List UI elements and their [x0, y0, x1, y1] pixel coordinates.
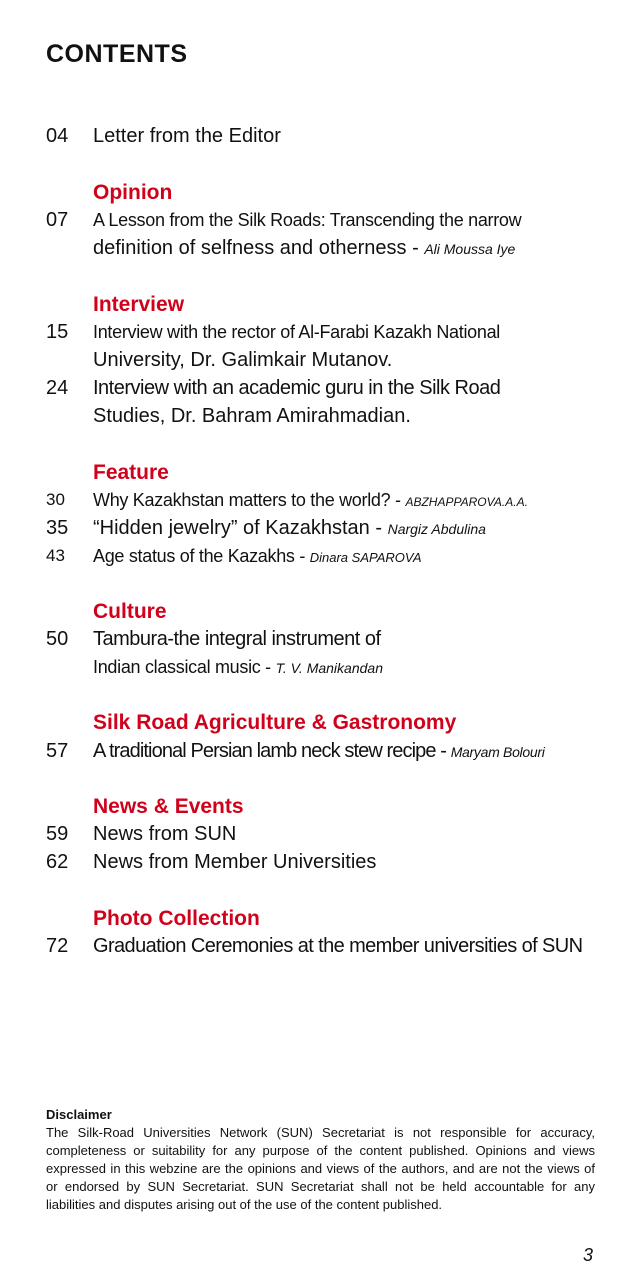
section-heading-interview: Interview — [93, 293, 185, 316]
toc-entry-title-line1: Interview with the rector of Al-Farabi Kazakh National — [93, 322, 500, 342]
page-number: 3 — [583, 1245, 594, 1265]
toc-page-number: 30 — [46, 490, 65, 509]
toc-page-number: 62 — [46, 851, 69, 873]
toc-page-number: 07 — [46, 209, 69, 231]
toc-page-number: 50 — [46, 628, 69, 650]
toc-entry-title-line2: Studies, Dr. Bahram Amirahmadian. — [93, 405, 411, 427]
toc-page-number: 35 — [46, 517, 69, 539]
toc-entry-author: T. V. Manikandan — [275, 660, 383, 676]
page-title: CONTENTS — [46, 40, 188, 68]
toc-entry-title: Letter from the Editor — [93, 125, 281, 147]
toc-entry-title-text: Why Kazakhstan matters to the world? - — [93, 490, 406, 510]
toc-entry-author: ABZHAPPAROVA.A.A. — [405, 495, 528, 509]
section-heading-opinion: Opinion — [93, 181, 173, 204]
toc-entry-author: Nargiz Abdulina — [387, 521, 486, 537]
toc-entry-author: Ali Moussa Iye — [424, 241, 516, 257]
toc-entry-title-text: Age status of the Kazakhs - — [93, 546, 310, 566]
toc-page-number: 15 — [46, 321, 69, 343]
toc-page-number: 59 — [46, 823, 69, 845]
section-heading-feature: Feature — [93, 461, 169, 484]
toc-page-number: 43 — [46, 546, 65, 565]
section-heading-news-events: News & Events — [93, 795, 244, 818]
disclaimer-heading: Disclaimer — [46, 1107, 112, 1122]
toc-entry-title: News from SUN — [93, 823, 237, 845]
toc-entry-title — [93, 542, 633, 572]
toc-entry-title-line2 — [93, 234, 633, 263]
toc-entry-title-text: A traditional Persian lamb neck stew recipe - — [93, 740, 451, 762]
toc-entry-title: Graduation Ceremonies at the member universities of SUN — [93, 935, 583, 957]
section-heading-photo-collection: Photo Collection — [93, 907, 260, 930]
disclaimer — [46, 1106, 595, 1214]
section-heading-culture: Culture — [93, 600, 167, 623]
toc-entry-title-line1: Interview with an academic guru in the Silk Road — [93, 377, 501, 399]
toc-entry-title-line1: A Lesson from the Silk Roads: Transcending the narrow — [93, 210, 522, 230]
toc-entry-author: Maryam Bolouri — [450, 744, 545, 760]
toc-entry-title-text: definition of selfness and otherness - — [93, 237, 425, 259]
toc-entry-title-line2: University, Dr. Galimkair Mutanov. — [93, 349, 393, 371]
toc-entry-title-text: Indian classical music - — [93, 657, 276, 677]
toc-page-number: 72 — [46, 935, 69, 957]
disclaimer-text: The Silk-Road Universities Network (SUN) Secretariat is not responsible for accuracy, completeness or suitability for any purpose of the content published. Opinions and views expressed in this webzine are the opinions and views of the authors, and are not the views of or endorsed by SUN Secretariat. SUN Secretariat shall not be held accountable for any liabilities and disputes arising out of the use of the content published. — [46, 1125, 595, 1212]
toc-entry-title — [93, 737, 633, 766]
toc-entry-title-line1: Tambura-the integral instrument of — [93, 628, 381, 650]
toc-entry-title: News from Member Universities — [93, 851, 377, 873]
toc-entry-title-text: “Hidden jewelry” of Kazakhstan - — [93, 517, 388, 539]
toc-page-number: 57 — [46, 740, 69, 762]
toc-page-number: 04 — [46, 125, 69, 147]
section-heading-agriculture-gastronomy: Silk Road Agriculture & Gastronomy — [93, 711, 457, 734]
toc-entry-title — [93, 486, 633, 516]
toc-entry-title — [93, 514, 633, 543]
toc-entry-title-line2 — [93, 653, 633, 682]
toc-entry-author: Dinara SAPAROVA — [309, 550, 422, 565]
toc-page-number: 24 — [46, 377, 69, 399]
